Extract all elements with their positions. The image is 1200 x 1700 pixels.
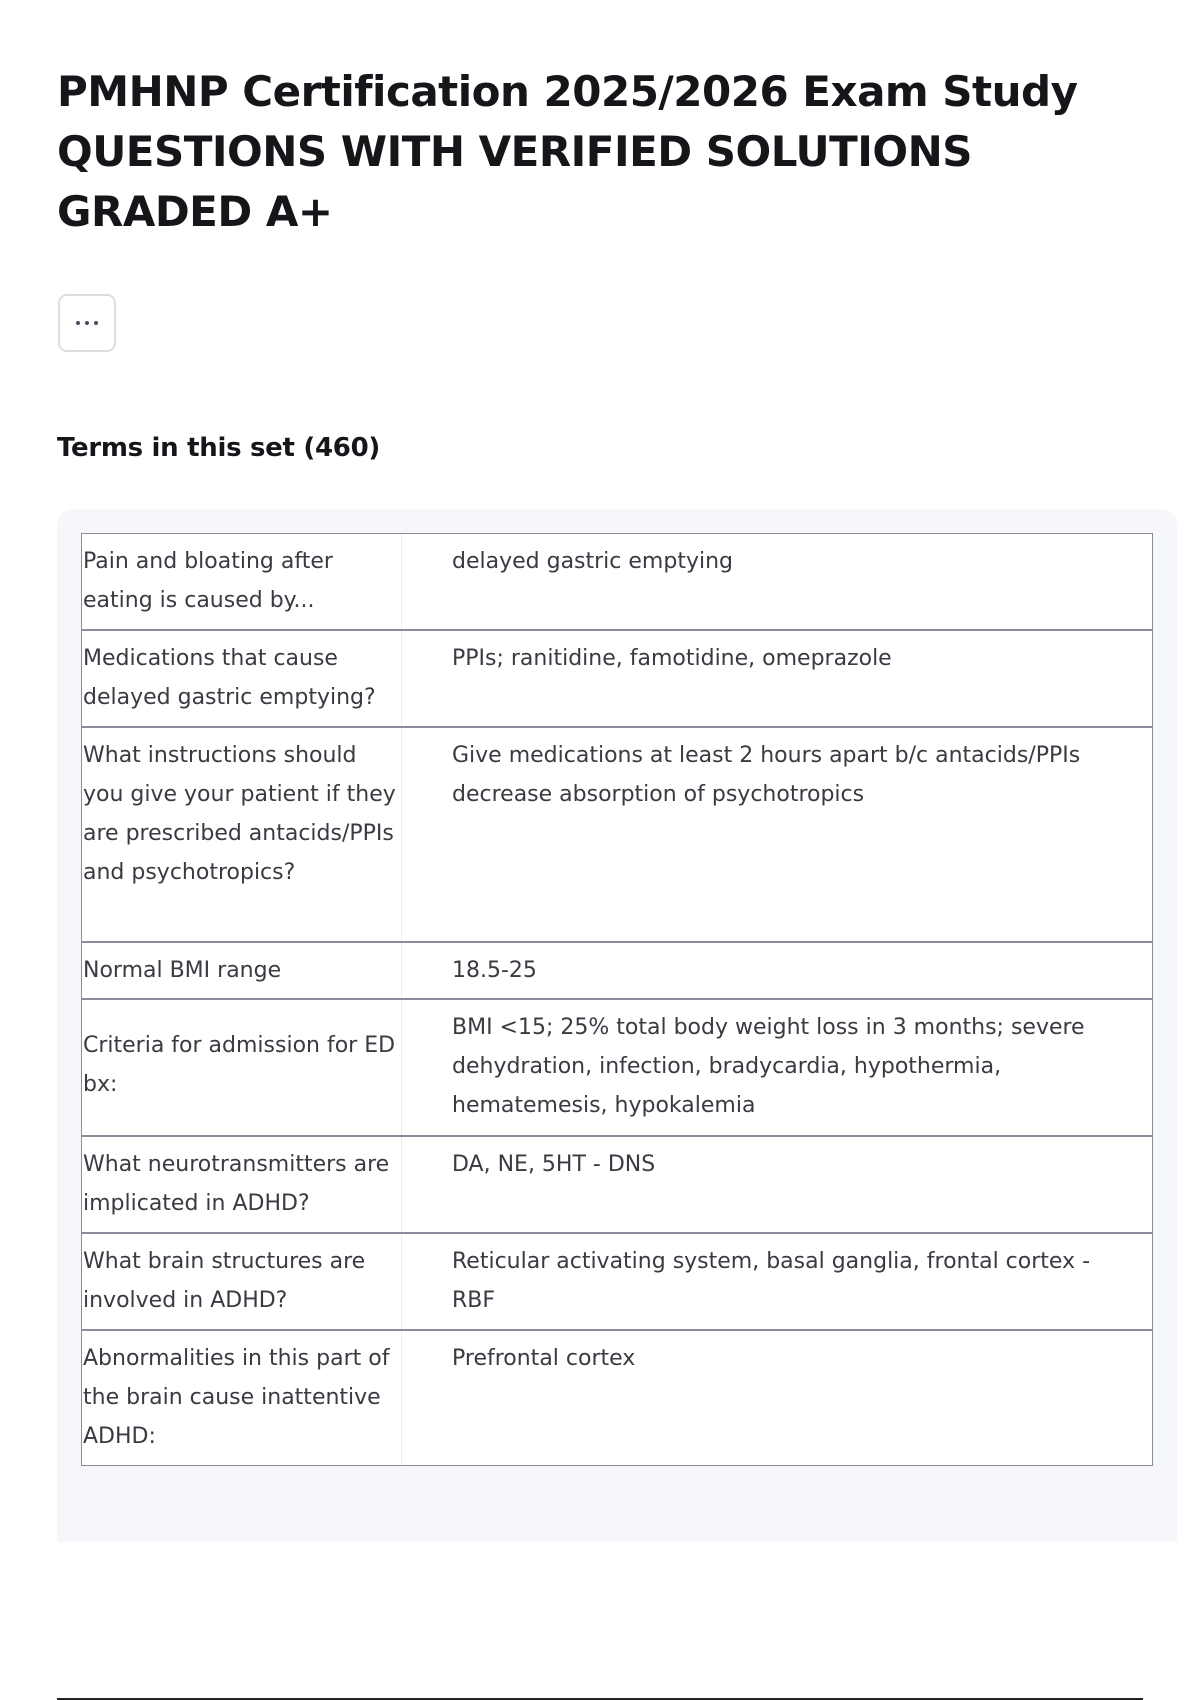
- definition-cell: Give medications at least 2 hours apart b/c antacids/PPIs decrease absorption of psychotropics: [452, 743, 1081, 807]
- more-horizontal-icon: [76, 321, 98, 325]
- definition-cell: Prefrontal cortex: [452, 1346, 636, 1371]
- page-title: PMHNP Certification 2025/2026 Exam Study QUESTIONS WITH VERIFIED SOLUTIONS GRADED A+: [57, 67, 1078, 236]
- term-cell: Criteria for admission for ED bx:: [82, 1000, 402, 1135]
- table-row: [82, 1135, 1152, 1232]
- terms-heading: Terms in this set (460): [57, 433, 380, 463]
- definition-cell: BMI <15; 25% total body weight loss in 3 months; severe dehydration, infection, bradycardia, hypothermia, hematemesis, hypokalemia: [452, 1015, 1085, 1118]
- table-row: [82, 1232, 1152, 1329]
- table-row: [82, 629, 1152, 726]
- term-cell: What neurotransmitters are implicated in ADHD?: [82, 1137, 402, 1232]
- table-row: [82, 1329, 1152, 1465]
- table-row: [82, 941, 1152, 998]
- table-row: [82, 533, 1152, 629]
- term-cell: What instructions should you give your patient if they are prescribed antacids/PPIs and psychotropics?: [82, 728, 402, 941]
- definition-cell: PPIs; ranitidine, famotidine, omeprazole: [452, 646, 892, 671]
- definition-cell: Reticular activating system, basal ganglia, frontal cortex - RBF: [452, 1249, 1091, 1313]
- term-cell: Pain and bloating after eating is caused by...: [82, 534, 402, 629]
- definition-cell: 18.5-25: [452, 958, 537, 983]
- term-cell: Medications that cause delayed gastric emptying?: [82, 631, 402, 726]
- definition-cell: DA, NE, 5HT - DNS: [452, 1152, 656, 1177]
- term-cell: What brain structures are involved in ADHD?: [82, 1234, 402, 1329]
- table-row: [82, 998, 1152, 1135]
- definition-cell: delayed gastric emptying: [452, 549, 733, 574]
- terms-table: [81, 533, 1153, 1466]
- table-row: [82, 726, 1152, 941]
- term-cell: Abnormalities in this part of the brain cause inattentive ADHD:: [82, 1331, 402, 1465]
- term-cell: Normal BMI range: [82, 943, 402, 998]
- more-options-button[interactable]: [58, 294, 116, 352]
